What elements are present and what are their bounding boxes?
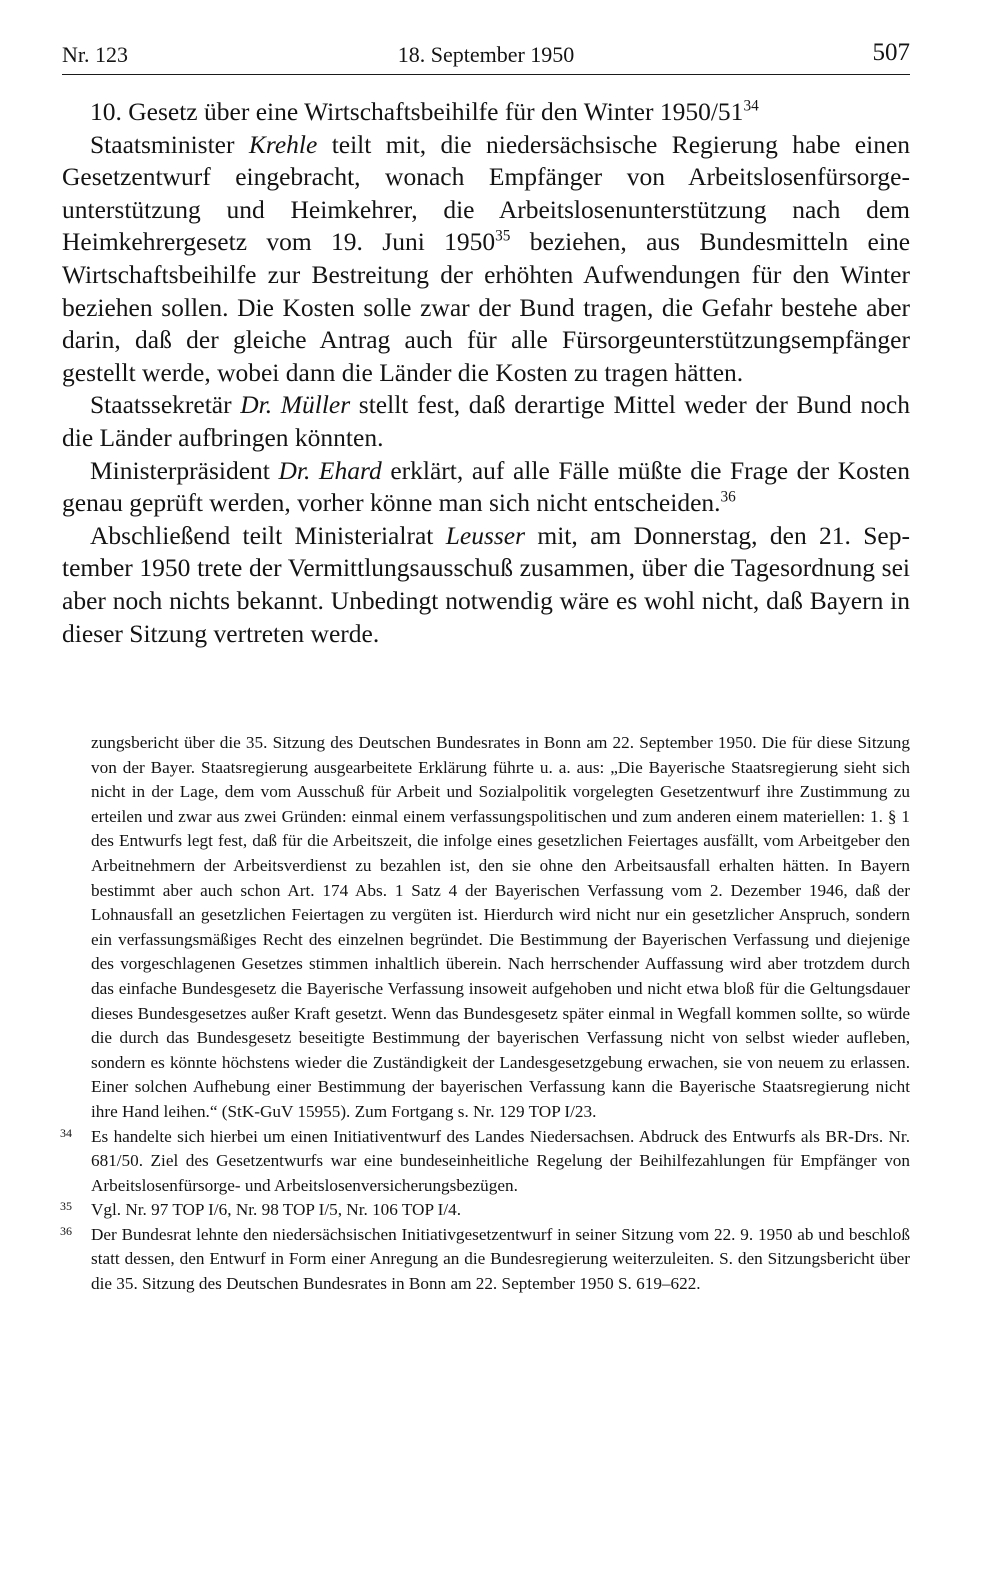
- footnote-ref-35: 35: [495, 227, 511, 245]
- footnote-marker: 35: [60, 1199, 72, 1214]
- paragraph-text: beziehen, aus Bundesmitteln eine Wirtschaftsbeihilfe zur Bestreitung der erhöhten Aufwendungen für den Winter beziehen sollen. Die Kosten solle zwar der Bund tragen, die Gefahr bestehe aber darin, daß der gleiche Antrag auch für alle Fürsorgeunterstützungsempfänger gestellt werde, wobei dann die Länder die Kosten zu tragen hätten.: [62, 227, 911, 387]
- paragraph-mueller: [62, 389, 910, 454]
- main-text: [62, 96, 910, 650]
- paragraph-text: Abschließend teilt Ministerialrat: [90, 520, 446, 550]
- footnote-36: [60, 1223, 910, 1297]
- footnote-marker: 36: [60, 1223, 72, 1238]
- person-name: Dr. Ehard: [278, 455, 382, 485]
- footnote-text: Es handelte sich hierbei um einen Initiativentwurf des Landes Niedersachsen. Abdruck des Entwurfs als BR-Drs. Nr. 681/50. Ziel des Gesetzentwurfs war eine bundeseinheitliche Regelung der Beihilfezahlungen für Empfänger von Arbeitslosenfürsorge- und Arbeitslosenversicherungsbezügen.: [91, 1126, 910, 1195]
- header-rule: [62, 74, 910, 75]
- paragraph-text: erklärt, auf alle Fälle müßte die Frage der Kosten genau geprüft werden, vorher könne man sich nicht entscheiden.: [62, 455, 910, 518]
- footnote-text: Der Bundesrat lehnte den niedersächsischen Initiativgesetzentwurf in seiner Sitzung vom 22. 9. 1950 ab und beschloß statt dessen, den Entwurf in Form einer Anregung an die Bundesregierung weiterzuleiten. S. den Sitzungsbericht über die 35. Sitzung des Deutschen Bundesrates in Bonn am 22. September 1950 S. 619–622.: [91, 1224, 910, 1294]
- person-name: Dr. Müller: [240, 390, 351, 420]
- paragraph-text: mit, am Donnerstag, den 21. September 1950 trete der Vermittlungsausschuß zusammen, über die Tagesordnung sei aber noch nichts bekannt. Unbedingt notwendig wäre es wohl nicht, daß Bayern in dieser Sitzung vertreten werde.: [62, 520, 911, 648]
- footnotes: [60, 731, 910, 1297]
- paragraph-text: Staatsminister: [90, 129, 249, 159]
- paragraph-text: teilt mit, die niedersächsische Regierung habe einen Gesetzentwurf eingebracht, wonach Empfänger von Arbeitslosenfürsorgeunterstützung und Heimkehrer, die Arbeitslosenunterstützung nach dem Heimkehrergesetz vom 19. Juni 1950: [62, 129, 911, 257]
- running-header: [62, 40, 910, 76]
- footnote-text: Vgl. Nr. 97 TOP I/6, Nr. 98 TOP I/5, Nr. 106 TOP I/4.: [91, 1200, 462, 1220]
- footnote-ref-36: 36: [720, 488, 736, 506]
- issue-number: Nr. 123: [62, 42, 128, 67]
- agenda-item-heading: [62, 96, 910, 129]
- header-date: 18. September 1950: [397, 42, 575, 67]
- paragraph-krehle: [62, 129, 910, 390]
- heading-text: 10. Gesetz über eine Wirtschaftsbeihilfe für den Winter 1950/51: [90, 97, 744, 126]
- person-name: Krehle: [248, 129, 318, 159]
- footnote-marker: 34: [60, 1125, 72, 1140]
- paragraph-text: Ministerpräsident: [90, 455, 279, 485]
- footnote-34: [60, 1125, 910, 1199]
- paragraph-text: stellt fest, daß derartige Mittel weder der Bund noch die Länder aufbringen könnten.: [62, 390, 910, 452]
- person-name: Leusser: [445, 520, 526, 550]
- footnote-ref-34: 34: [743, 97, 759, 115]
- footnote-35: [60, 1198, 910, 1223]
- footnote-continuation: zungsbericht über die 35. Sitzung des Deutschen Bundesrates in Bonn am 22. September 1950. Die für diese Sitzung von der Bayer. Staatsregierung ausgearbeitete Erklärung führte u. a. aus: „Die Bayerische Staatsregierung sieht sich nicht in der Lage, dem vom Ausschuß für Arbeit und Sozialpolitik vorgelegten Gesetzentwurf ihre Zustimmung zu erteilen und zwar aus zwei Gründen: einmal einem verfassungspolitischen und zum anderen einem materiellen: 1. § 1 des Entwurfs legt fest, daß für die Arbeitszeit, die infolge eines gesetzlichen Feiertages ausfällt, vom Arbeitgeber den Arbeitnehmern der Arbeitsverdienst zu bezahlen ist, den sie ohne den Arbeitsausfall erhalten hätten. In Bayern bestimmt aber auch schon Art. 174 Abs. 1 Satz 4 der Bayerischen Verfassung vom 2. Dezember 1946, daß der Lohnausfall an gesetzlichen Feiertagen zu vergüten ist. Hierdurch wird nicht nur ein gesetzlicher Anspruch, sondern ein verfassungsmäßiges Recht des einzelnen begründet. Die Bestimmung der Bayerischen Verfassung und diejenige des vorgeschlagenen Gesetzes stimmen inhaltlich überein. Nach herrschender Auffassung wird aber trotzdem durch das einfache Bundesgesetz die Bayerische Verfassung insoweit aufgehoben und nicht etwa bloß für die Geltungsdauer dieses Bundesgesetzes außer Kraft gesetzt. Wenn das Bundesgesetz später einmal in Wegfall kommen sollte, so würde die durch das Bundesgesetz beseitigte Bestimmung der bayerischen Verfassung nicht von selbst wieder aufleben, sondern es könnte höchstens wieder die Zuständigkeit der Landesgesetzgebung erwachen, sie von neuem zu erlassen. Einer solchen Aufhebung einer Bestimmung der bayerischen Verfassung kann die Bayerische Staatsregierung nicht ihre Hand leihen.“ (StK-GuV 15955). Zum Fortgang s. Nr. 129 TOP I/23.: [91, 733, 910, 1121]
- paragraph-ehard: [62, 455, 910, 520]
- paragraph-text: Staatssekretär: [90, 390, 241, 420]
- page-number: 507: [872, 39, 910, 66]
- paragraph-leusser: [62, 520, 910, 650]
